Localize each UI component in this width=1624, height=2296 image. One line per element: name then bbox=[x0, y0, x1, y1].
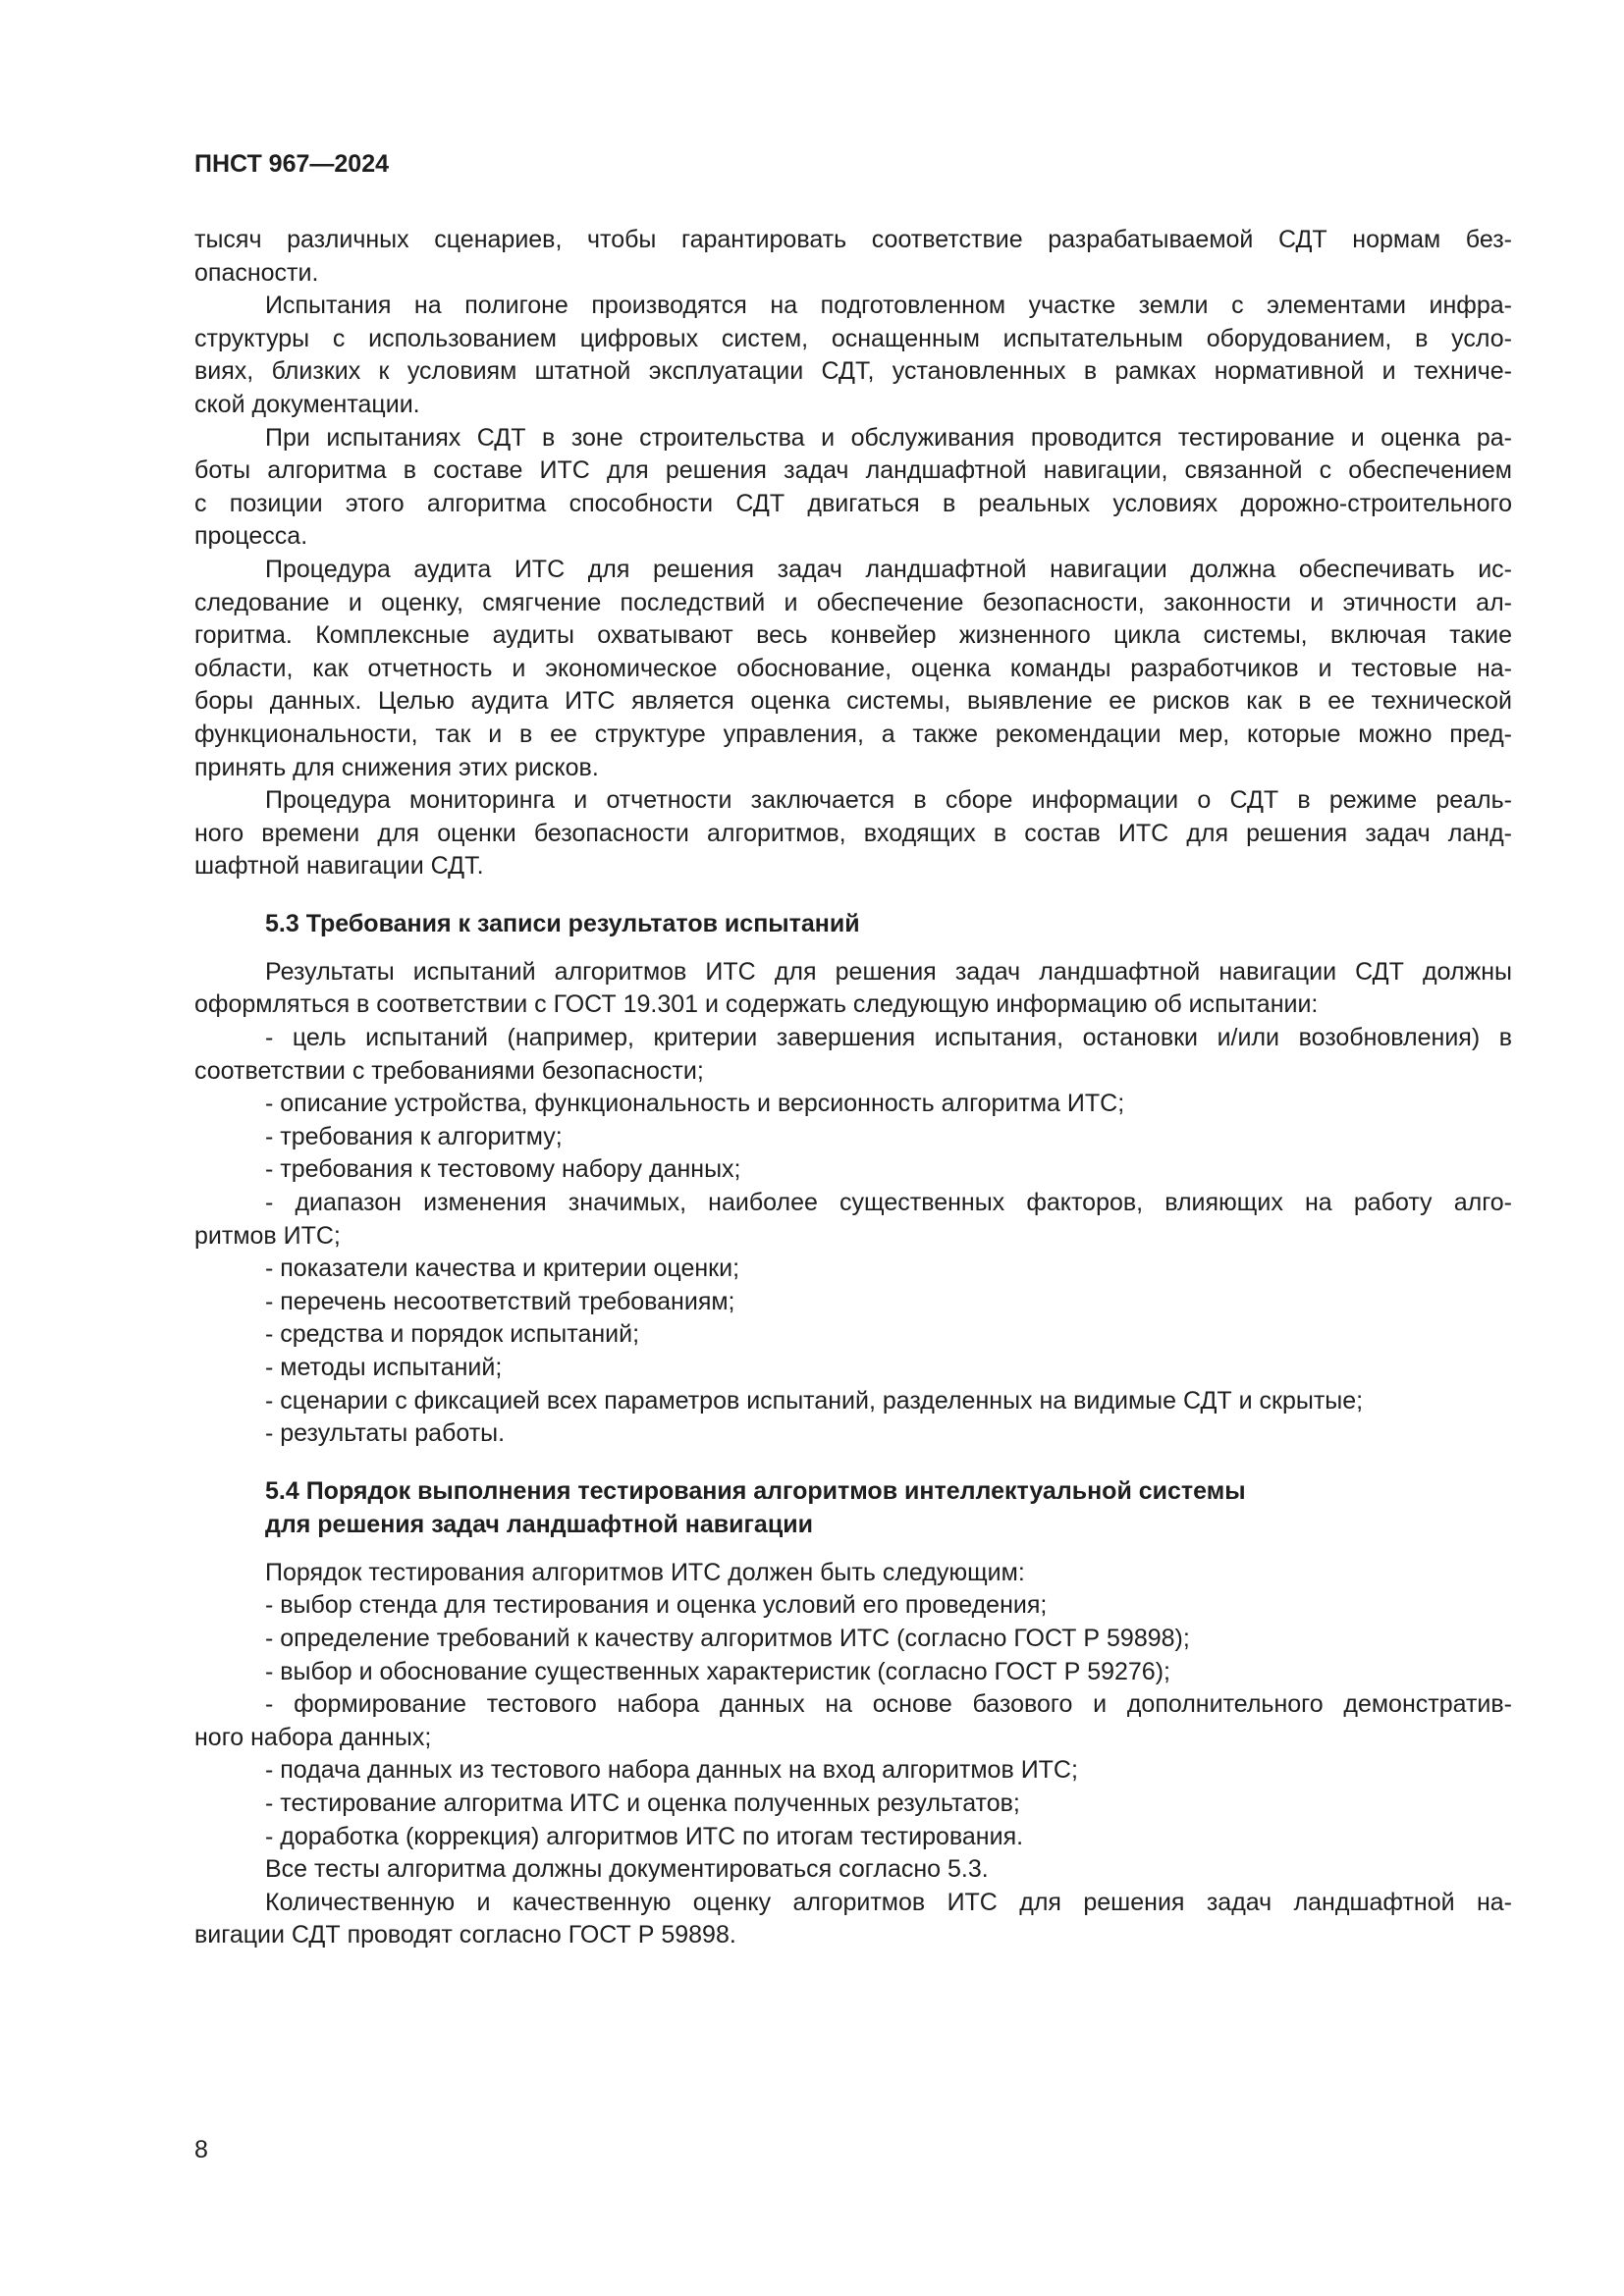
text-line: процесса. bbox=[194, 522, 308, 551]
paragraph bbox=[194, 1853, 1512, 1887]
text-line: - сценарии с фиксацией всех параметров испытаний, разделенных на видимые СДТ и скрытые; bbox=[265, 1386, 1364, 1415]
paragraph bbox=[194, 422, 1512, 554]
paragraph bbox=[194, 784, 1512, 883]
text-line: - выбор и обоснование существенных характеристик (согласно ГОСТ Р 59276); bbox=[265, 1657, 1170, 1685]
text-line: - требования к тестовому набору данных; bbox=[265, 1155, 741, 1184]
text-line: Процедура аудита ИТС для решения задач ландшафтной навигации должна обеспечивать ис- bbox=[265, 555, 1512, 583]
text-line: ного набора данных; bbox=[194, 1723, 432, 1751]
document-body bbox=[194, 224, 1512, 1952]
text-line: - требования к алгоритму; bbox=[265, 1122, 563, 1150]
text-line: - определение требований к качеству алгоритмов ИТС (согласно ГОСТ Р 59898); bbox=[265, 1624, 1190, 1652]
text-line: с позиции этого алгоритма способности СДТ двигаться в реальных условиях дорожно-строительного bbox=[194, 489, 1512, 517]
text-line: виях, близких к условиям штатной эксплуатации СДТ, установленных в рамках нормативной и техниче- bbox=[194, 357, 1512, 386]
paragraph bbox=[194, 1352, 1512, 1385]
paragraph bbox=[194, 1121, 1512, 1154]
paragraph bbox=[194, 1417, 1512, 1451]
paragraph bbox=[194, 554, 1512, 784]
heading-line: для решения задач ландшафтной навигации bbox=[265, 1510, 813, 1538]
text-line: тысяч различных сценариев, чтобы гарантировать соответствие разрабатываемой СДТ нормам без- bbox=[194, 226, 1512, 253]
text-line: Порядок тестирования алгоритмов ИТС должен быть следующим: bbox=[265, 1558, 1025, 1586]
heading-line: 5.4 Порядок выполнения тестирования алгоритмов интеллектуальной системы bbox=[265, 1476, 1246, 1505]
text-line: - тестирование алгоритма ИТС и оценка полученных результатов; bbox=[265, 1789, 1020, 1817]
text-line: ской документации. bbox=[194, 390, 420, 418]
paragraph bbox=[194, 956, 1512, 1022]
text-line: - доработка (коррекция) алгоритмов ИТС по итогам тестирования. bbox=[265, 1822, 1024, 1850]
paragraph bbox=[194, 1022, 1512, 1088]
text-line: Процедура мониторинга и отчетности заключается в сборе информации о СДТ в режиме реаль- bbox=[265, 786, 1512, 815]
text-line: вигации СДТ проводят согласно ГОСТ Р 59898. bbox=[194, 1921, 736, 1949]
paragraph bbox=[194, 1286, 1512, 1319]
text-line: оформляться в соответствии с ГОСТ 19.301 и содержать следующую информацию об испытании: bbox=[194, 990, 1319, 1019]
heading-line: 5.3 Требования к записи результатов испытаний bbox=[265, 909, 860, 937]
text-line: принять для снижения этих рисков. bbox=[194, 753, 599, 781]
section-heading bbox=[194, 1474, 1512, 1541]
paragraph bbox=[194, 1788, 1512, 1821]
text-line: ритмов ИТС; bbox=[194, 1221, 341, 1250]
text-line: Испытания на полигоне производятся на подготовленном участке земли с элементами инфра- bbox=[265, 292, 1512, 320]
text-line: - подача данных из тестового набора данных на вход алгоритмов ИТС; bbox=[265, 1756, 1078, 1785]
paragraph bbox=[194, 1754, 1512, 1788]
document-code-header: ПНСТ 967—2024 bbox=[194, 150, 389, 178]
text-line: следование и оценку, смягчение последствий и обеспечение безопасности, законности и этичности ал- bbox=[194, 588, 1512, 616]
paragraph bbox=[194, 1656, 1512, 1689]
paragraph bbox=[194, 1589, 1512, 1623]
text-line: - методы испытаний; bbox=[265, 1354, 503, 1381]
paragraph bbox=[194, 290, 1512, 421]
section-heading bbox=[194, 907, 1512, 940]
text-line: опасности. bbox=[194, 258, 319, 287]
text-line: - цель испытаний (например, критерии завершения испытания, остановки и/или возобновления) в bbox=[265, 1024, 1512, 1052]
text-line: области, как отчетность и экономическое обоснование, оценка команды разработчиков и тестовые на- bbox=[194, 654, 1512, 682]
text-line: - показатели качества и критерии оценки; bbox=[265, 1255, 740, 1283]
text-line: соответствии с требованиями безопасности; bbox=[194, 1056, 704, 1085]
page-number: 8 bbox=[194, 2136, 208, 2163]
text-line: При испытаниях СДТ в зоне строительства и обслуживания проводится тестирование и оценка ра- bbox=[265, 423, 1512, 452]
text-line: - формирование тестового набора данных на основе базового и дополнительного демонстратив- bbox=[265, 1690, 1512, 1719]
text-line: шафтной навигации СДТ. bbox=[194, 852, 484, 881]
paragraph bbox=[194, 1821, 1512, 1854]
paragraph bbox=[194, 1688, 1512, 1754]
text-line: Все тесты алгоритма должны документироваться согласно 5.3. bbox=[265, 1855, 989, 1884]
paragraph bbox=[194, 1253, 1512, 1286]
paragraph bbox=[194, 1887, 1512, 1952]
text-line: функциональности, так и в ее структуре управления, а также рекомендации мер, которые можно пред- bbox=[194, 720, 1512, 748]
text-line: - выбор стенда для тестирования и оценка условий его проведения; bbox=[265, 1591, 1048, 1620]
paragraph bbox=[194, 1318, 1512, 1352]
text-line: - перечень несоответствий требованиям; bbox=[265, 1287, 735, 1315]
paragraph bbox=[194, 1187, 1512, 1253]
paragraph bbox=[194, 1557, 1512, 1590]
paragraph bbox=[194, 1385, 1512, 1418]
text-line: боты алгоритма в составе ИТС для решения задач ландшафтной навигации, связанной с обеспечением bbox=[194, 456, 1512, 485]
text-line: Результаты испытаний алгоритмов ИТС для решения задач ландшафтной навигации СДТ должны bbox=[265, 957, 1512, 986]
text-line: - диапазон изменения значимых, наиболее существенных факторов, влияющих на работу алго- bbox=[265, 1189, 1512, 1217]
text-line: горитма. Комплексные аудиты охватывают весь конвейер жизненного цикла системы, включая такие bbox=[194, 621, 1512, 650]
text-line: - описание устройства, функциональность и версионность алгоритма ИТС; bbox=[265, 1090, 1125, 1118]
text-line: структуры с использованием цифровых систем, оснащенным испытательным оборудованием, в усло- bbox=[194, 324, 1512, 352]
text-line: боры данных. Целью аудита ИТС является оценка системы, выявление ее рисков как в ее технической bbox=[194, 687, 1512, 716]
paragraph bbox=[194, 224, 1512, 290]
text-line: ного времени для оценки безопасности алгоритмов, входящих в состав ИТС для решения задач ланд- bbox=[194, 819, 1512, 847]
paragraph bbox=[194, 1623, 1512, 1656]
paragraph bbox=[194, 1088, 1512, 1121]
text-line: - результаты работы. bbox=[265, 1419, 506, 1448]
text-line: - средства и порядок испытаний; bbox=[265, 1320, 640, 1349]
paragraph bbox=[194, 1153, 1512, 1187]
text-line: Количественную и качественную оценку алгоритмов ИТС для решения задач ландшафтной на- bbox=[265, 1888, 1512, 1916]
